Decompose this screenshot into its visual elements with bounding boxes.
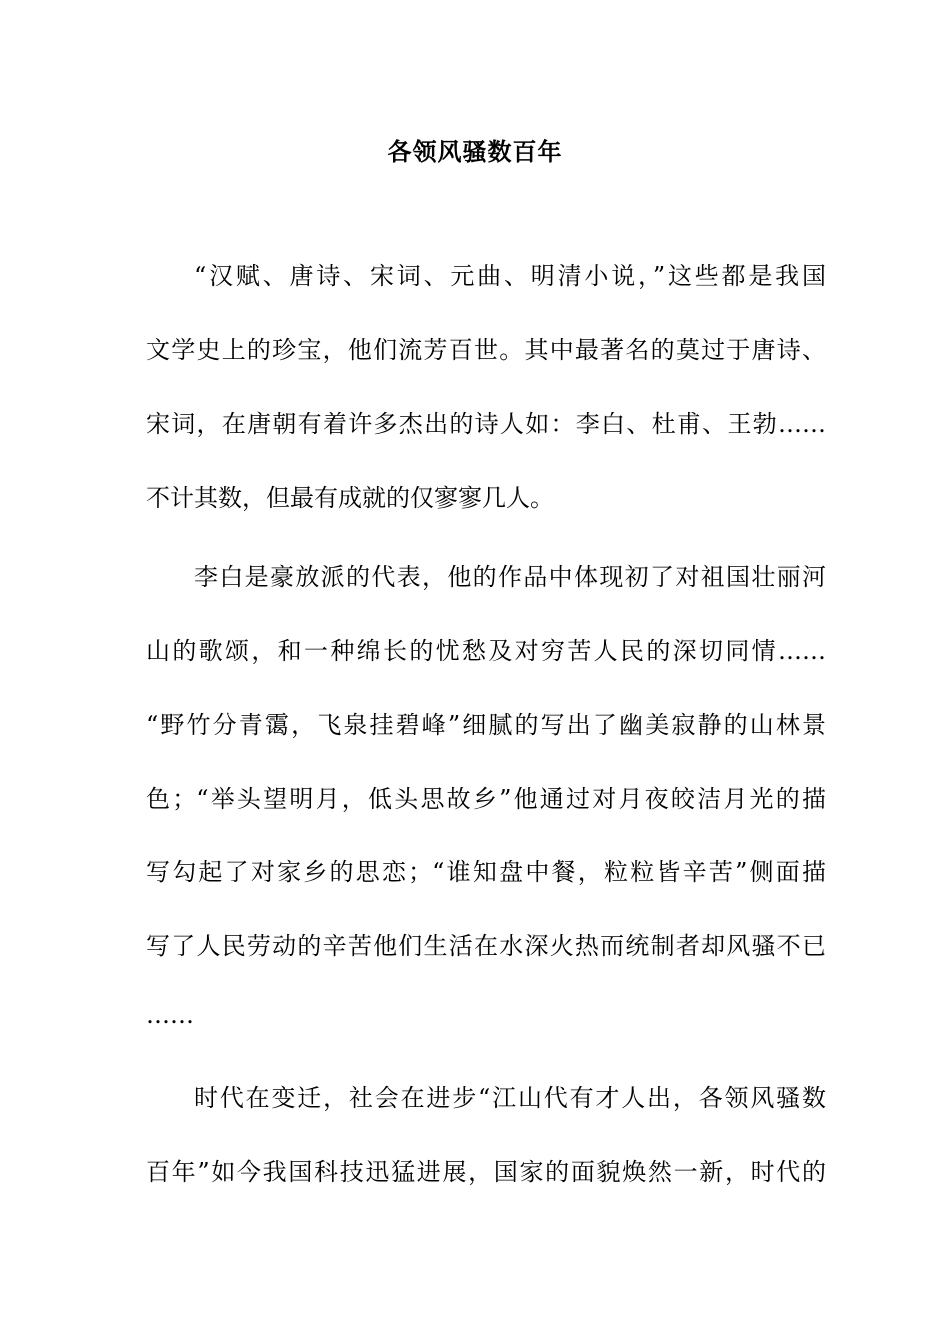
paragraph-line: 文学史上的珍宝，他们流芳百世。其中最著名的莫过于唐诗、	[146, 336, 826, 364]
paragraph-line: 百年”如今我国科技迅猛进展，国家的面貌焕然一新，时代的	[146, 1158, 826, 1186]
paragraph-line: 写勾起了对家乡的思恋；“谁知盘中餐，粒粒皆辛苦”侧面描	[146, 858, 826, 886]
paragraph-line: ……	[146, 1001, 194, 1029]
document-title: 各领风骚数百年	[387, 137, 563, 166]
paragraph-line: “野竹分青霭，飞泉挂碧峰”细腻的写出了幽美寂静的山林景	[146, 711, 826, 739]
paragraph-line: 不计其数，但最有成就的仅寥寥几人。	[146, 484, 554, 512]
paragraph-line: 色；“举头望明月，低头思故乡”他通过对月夜皎洁月光的描	[146, 785, 826, 813]
paragraph-line: 时代在变迁，社会在进步“江山代有才人出，各领风骚数	[194, 1084, 826, 1112]
paragraph-line: 写了人民劳动的辛苦他们生活在水深火热而统制者却风骚不已	[146, 932, 826, 960]
paragraph-line: 李白是豪放派的代表，他的作品中体现初了对祖国壮丽河	[194, 563, 826, 591]
paragraph-line: 宋词，在唐朝有着许多杰出的诗人如：李白、杜甫、王勃……	[146, 410, 826, 438]
paragraph-line: 山的歌颂，和一种绵长的忧愁及对穷苦人民的深切同情……	[146, 637, 826, 665]
paragraph-line: “汉赋、唐诗、宋词、元曲、明清小说，”这些都是我国	[194, 262, 826, 290]
